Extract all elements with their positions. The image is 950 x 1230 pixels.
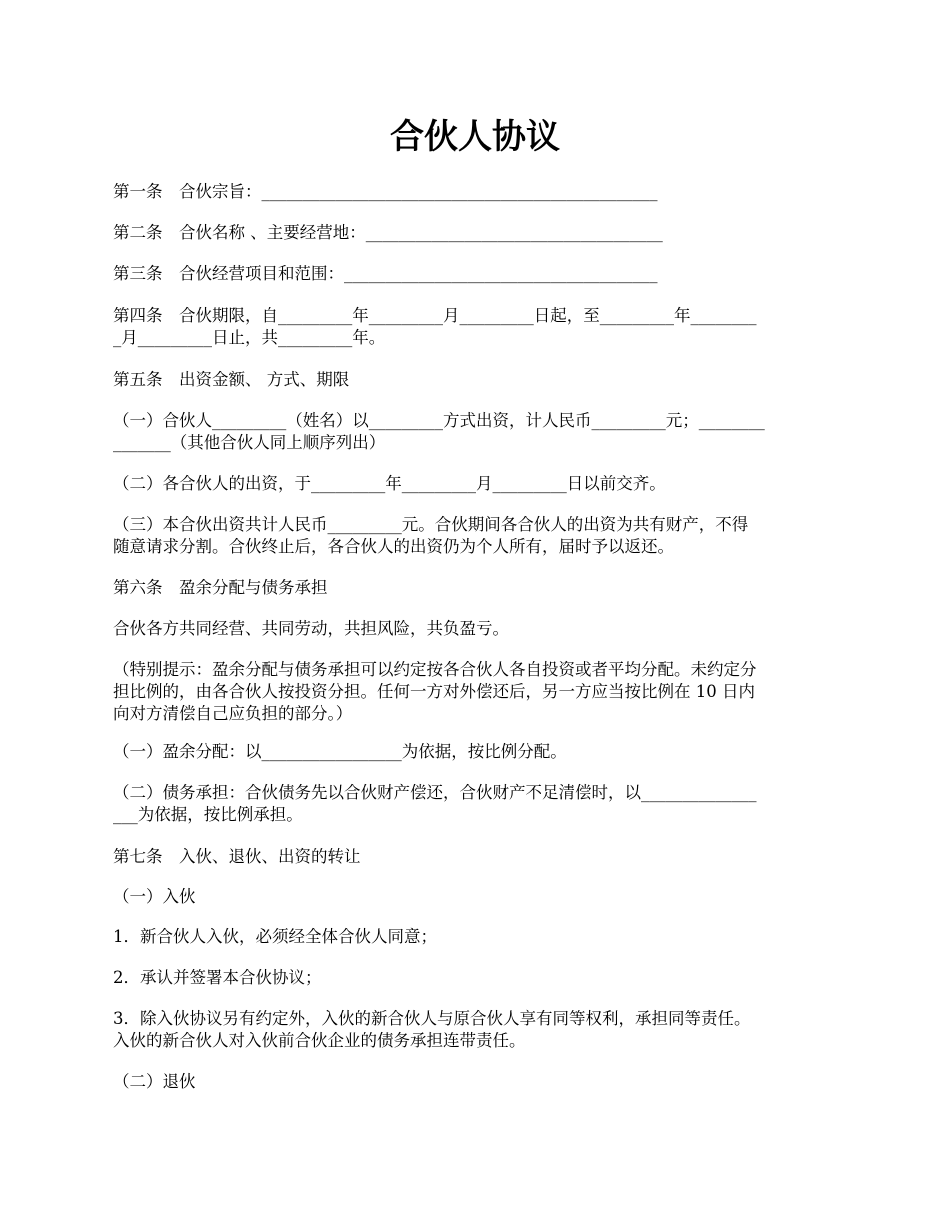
article-6-line-1: 第六条 盈余分配与债务承担 (113, 578, 328, 597)
article-3-line-1: 第三条 合伙经营项目和范围：______________________________________ (113, 264, 658, 283)
article-5-clause-1-line-1: （一）合伙人_________（姓名）以_________方式出资，计人民币_________元；________ (113, 411, 765, 430)
article-5-clause-3 (113, 514, 841, 558)
article-6-note-line-3: 向对方清偿自己应负担的部分。） (113, 704, 353, 723)
article-7-item-2 (113, 967, 841, 989)
article-7-clause-2-line-1: （二）退伙 (113, 1072, 196, 1091)
article-5-clause-1 (113, 410, 841, 454)
article-6 (113, 577, 841, 599)
article-7-item-3-line-2: 入伙的新合伙人对入伙前合伙企业的债务承担连带责任。 (113, 1031, 526, 1050)
article-7-clause-1-line-1: （一）入伙 (113, 887, 196, 906)
article-7 (113, 846, 841, 868)
article-7-clause-1 (113, 886, 841, 908)
article-6-clause-1-line-1: （一）盈余分配：以_________________为依据，按比例分配。 (113, 742, 567, 761)
article-7-item-1-line-1: 1．新合伙人入伙，必须经全体合伙人同意； (113, 927, 437, 946)
article-5-clause-3-line-1: （三）本合伙出资共计人民币_________元。合伙期间各合伙人的出资为共有财产，不得 (113, 515, 749, 534)
article-4-line-2: _月_________日止，共_________年。 (113, 328, 386, 347)
article-2 (113, 222, 841, 244)
article-5-clause-2-line-1: （二）各合伙人的出资，于_________年_________月_________日以前交齐。 (113, 474, 666, 493)
article-7-item-2-line-1: 2．承认并签署本合伙协议； (113, 968, 322, 987)
article-6-clause-2 (113, 782, 841, 826)
article-7-line-1: 第七条 入伙、退伙、出资的转让 (113, 847, 361, 866)
article-5 (113, 369, 841, 391)
article-6-clause-2-line-1: （二）债务承担：合伙债务先以合伙财产偿还，合伙财产不足清偿时，以______________ (113, 783, 757, 802)
article-1 (113, 181, 841, 203)
article-5-clause-1-line-2: _______（其他合伙人同上顺序列出） (113, 433, 386, 452)
article-4-line-1: 第四条 合伙期限，自_________年_________月_________日起，至_________年________ (113, 306, 757, 325)
article-7-clause-2 (113, 1071, 841, 1093)
article-6-note-line-1: （特别提示：盈余分配与债务承担可以约定按各合伙人各自投资或者平均分配。未约定分 (113, 660, 757, 679)
article-6-clause-1 (113, 741, 841, 763)
article-5-clause-3-line-2: 随意请求分割。合伙终止后，各合伙人的出资仍为个人所有，届时予以返还。 (113, 537, 674, 556)
article-4 (113, 305, 841, 349)
article-6-intro-line-1: 合伙各方共同经营、共同劳动，共担风险，共负盈亏。 (113, 619, 509, 638)
article-7-item-3 (113, 1008, 841, 1052)
article-6-note-line-2: 担比例的，由各合伙人按投资分担。任何一方对外偿还后，另一方应当按比例在 10 日内 (113, 682, 755, 701)
article-7-item-3-line-1: 3．除入伙协议另有约定外，入伙的新合伙人与原合伙人享有同等权利，承担同等责任。 (113, 1009, 751, 1028)
article-7-item-1 (113, 926, 841, 948)
article-6-note (113, 659, 841, 725)
article-5-line-1: 第五条 出资金额、 方式、期限 (113, 370, 350, 389)
article-2-line-1: 第二条 合伙名称 、主要经营地：____________________________________ (113, 223, 663, 242)
document-title: 合伙人协议 (390, 117, 560, 157)
article-6-intro (113, 618, 841, 640)
article-3 (113, 263, 841, 285)
article-5-clause-2 (113, 473, 841, 495)
article-1-line-1: 第一条 合伙宗旨：________________________________________________ (113, 182, 658, 201)
article-6-clause-2-line-2: ___为依据，按比例承担。 (113, 805, 303, 824)
